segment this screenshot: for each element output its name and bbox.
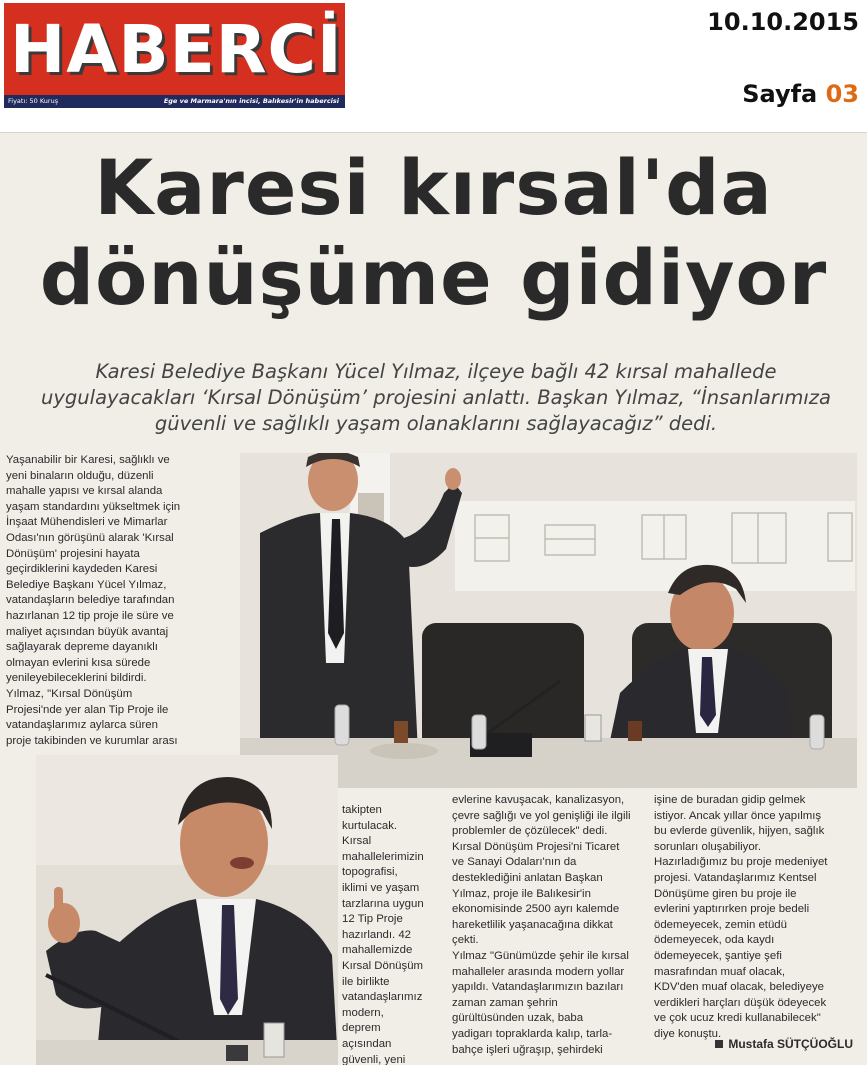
meeting-photo [240, 453, 857, 788]
speaker-photo-illustration [36, 755, 338, 1065]
news-clipping [0, 132, 867, 1065]
price-label: Fiyatı: 50 Kuruş [8, 97, 59, 105]
issue-date: 10.10.2015 [707, 8, 859, 36]
headline-line-2: dönüşüme gidiyor [39, 233, 828, 322]
page-label: Sayfa [742, 80, 818, 108]
speaker-photo [36, 755, 338, 1065]
article-spot: Karesi Belediye Başkanı Yücel Yılmaz, ilçeye bağlı 42 kırsal mahallede uygulayacakları ‘Kırsal Dönüşüm’ projesini anlattı. Başkan Yılmaz, “İnsanlarımıza güvenli ve sağlıklı yaşam olanaklarını sağlayacağız” dedi. [41, 360, 831, 435]
body-column-2: takipten kurtulacak. Kırsal mahallelerimizin topografisi, iklimi ve yaşam tarzlarına uygun 12 Tip Proje hazırlandı. 42 mahallemizde Kırsal Dönüşüm ile birlikte vatandaşlarımız modern, deprem açısından güvenli, yeni [342, 804, 424, 1065]
page-number [742, 80, 859, 108]
body-column-3: evlerine kavuşacak, kanalizasyon, çevre sağlığı ve yol genişliği ile ilgili problemler de çözülecek" dedi. Kırsal Dönüşüm Projesi'ni Ticaret ve Sanayi Odaları'nın da desteklediğini anlatan Başkan Yılmaz, proje ile Balıkesir'in ekonomisinde 2500 ayrı kalemde hareketlilik yaşanacağına dikkat çekti. Yılmaz "Günümüzde şehir ile kırsal mahalleler arasında modern yollar yapıldı. Vatandaşlarımızın bazıları zaman zaman şehrin gürültüsünden uzak, baba yadigarı topraklarda kalıp, tarla- bahçe işleri uğraşıp, şehirdeki [452, 794, 631, 1056]
author-name: Mustafa SÜTÇÜOĞLU [728, 1037, 853, 1051]
page-number-value: 03 [825, 80, 859, 108]
masthead [4, 3, 345, 108]
newspaper-logo: HABERCİ [10, 11, 343, 88]
body-column-4: işine de buradan gidip gelmek istiyor. Ancak yıllar önce yapılmış bu evlerde güvenlik, hijyen, sağlık sorunları oluşabiliyor. Hazırladığımız bu proje medeniyet projesi. Vatandaşlarımız Kentsel Dönüşüme giren bu proje ile evlerini yaptırırken proje bedeli ödemeyecek, zemin etüdü ödemeyecek, oda kaydı ödemeyecek, şantiye şefi masrafından muaf olacak, KDV'den muaf olacak, belediyeye verdikleri harçları düşük ödeyecek ve çok ucuz kredi kullanabilecek" diye konuştu. [654, 794, 828, 1040]
slogan: Ege ve Marmara'nın incisi, Balıkesir'in habercisi [163, 97, 339, 105]
headline [0, 143, 867, 323]
logo-strip [4, 95, 345, 108]
body-column-1: Yaşanabilir bir Karesi, sağlıklı ve yeni binaların olduğu, düzenli mahalle yapısı ve kırsal alanda yaşam standardını yükseltmek için İnşaat Mühendisleri ve Mimarlar Odası'nın görüşünü alarak 'Kırsal Dönüşüm' projesini hayata geçirdiklerini kaydeden Karesi Belediye Başkanı Yücel Yılmaz, vatandaşların belediye tarafından hazırlanan 12 tip proje ile süre ve maliyet açısından büyük avantaj sağlayarak depreme dayanıklı olmayan evlerini kısa sürede yenileyebileceklerini bildirdi. Yılmaz, "Kırsal Dönüşüm Projesi'nde yer alan Tip Proje ile vatandaşlarımız aylarca süren proje takibinden ve kurumlar arası [6, 454, 181, 747]
byline-square-icon [715, 1040, 723, 1048]
byline [715, 1037, 853, 1051]
headline-line-1: Karesi kırsal'da [94, 143, 773, 232]
meeting-photo-illustration [240, 453, 857, 788]
